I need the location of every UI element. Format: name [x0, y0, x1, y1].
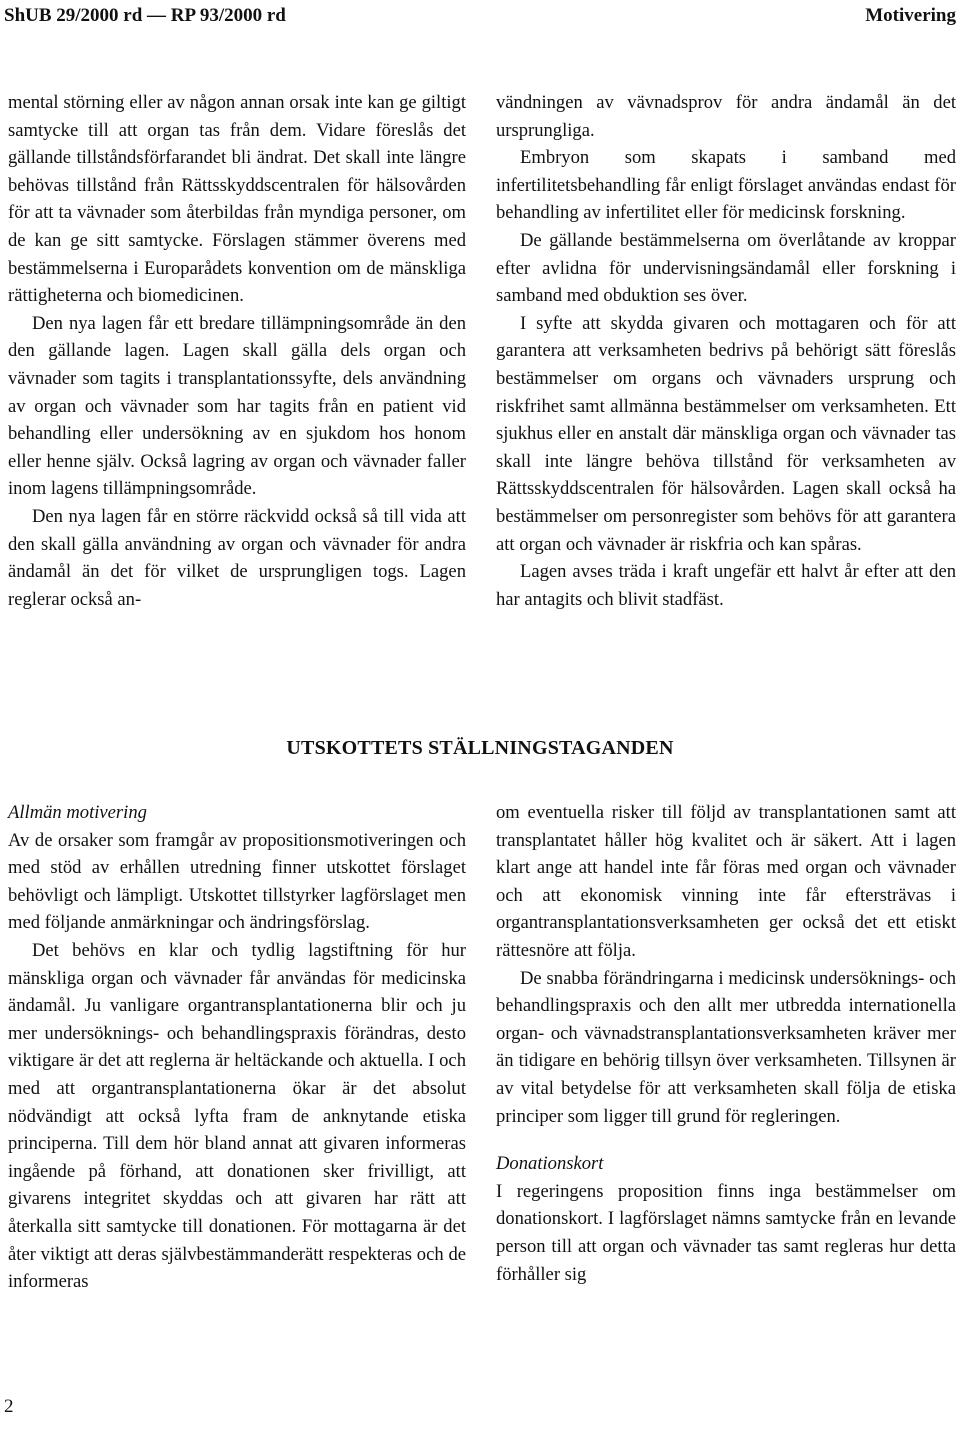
running-header [4, 3, 956, 29]
spacer [496, 1130, 956, 1150]
paragraph: om eventuella risker till följd av transplantationen samt att transplantatet håller hög kvalitet och är säkert. Att i lagen klart ange att handel inte får föras med organ och vävnader och att ekonomisk vinning inte får eftersträvas i organtransplantationsverksamheten ger också det ett etiskt rättesnöre att följa. [496, 802, 956, 961]
paragraph: I syfte att skydda givaren och mottagaren och för att garantera att verksamheten bedrivs på behörigt sätt föreslås bestämmelser om organs och vävnaders ursprung och riskfrihet samt allmänna bestämmelser om verksamheten. Ett sjukhus eller en anstalt där mänskliga organ och vävnader tas skall inte längre behöva tillstånd för verksamheten av Rättsskyddscentralen för hälsovården. Lagen skall också ha bestämmelser om personregister som behövs för att garantera att organ och vävnader är riskfria och kan spåras. [496, 312, 956, 555]
paragraph: Den nya lagen får ett bredare tillämpningsområde än den den gällande lagen. Lagen skall gälla dels organ och vävnader som tagits i transplantationssyfte, dels användning av organ och vävnader som har tagits från en patient vid behandling eller undersökning av en sjukdom hos honom eller henne själv. Också lagring av organ och vävnader faller inom lagens tillämpningsområde. [8, 312, 466, 500]
paragraph: De gällande bestämmelserna om överlåtande av kroppar efter avlidna för undervisningsändamål eller forskning i samband med obduktion ses över. [496, 229, 956, 307]
paragraph: Den nya lagen får en större räckvidd också så till vida att den skall gälla användning av organ och vävnader för andra ändamål än det för vilket de ursprungligen togs. Lagen reglerar också an- [8, 505, 466, 610]
bottom-left-column [8, 799, 466, 1296]
paragraph: Embryon som skapats i samband med infertilitetsbehandling får enligt förslaget användas endast för behandling av infertilitet eller för medicinsk forskning. [496, 147, 956, 224]
section-heading: UTSKOTTETS STÄLLNINGSTAGANDEN [286, 737, 674, 759]
document-reference: ShUB 29/2000 rd — RP 93/2000 rd [4, 5, 286, 26]
subheading: Allmän motivering [8, 802, 147, 823]
subheading: Donationskort [496, 1153, 604, 1175]
paragraph: De snabba förändringarna i medicinsk undersöknings- och behandlingspraxis och den allt mer utbredda internationella organ- och vävnadstransplantationsverksamheten kräver mer än tidigare en behörig tillsyn över verksamheten. Tillsynen är av vital betydelse för att verksamheten skall följa de etiska principer som ligger till grund för regleringen. [496, 967, 956, 1127]
bottom-right-column [496, 799, 956, 1288]
paragraph: mental störning eller av någon annan orsak inte kan ge giltigt samtycke till att organ tas från dem. Vidare föreslås det gällande tillståndsförfarandet bli ändrat. Det skall inte längre behövas tillstånd från Rättsskyddscentralen för hälsovården för att ta vävnader som återbildas från myndiga personer, om de kan ge sitt samtycke. Förslagen stämmer överens med bestämmelserna i Europarådets konvention om de mänskliga rättigheterna och biomedicinen. [8, 92, 466, 307]
section-label: Motivering [865, 5, 956, 26]
paragraph: Av de orsaker som framgår av propositionsmotiveringen och med stöd av erhållen utredning finner utskottet förslaget behövligt och lämpligt. Utskottet tillstyrker lagförslaget men med följande anmärkningar och ändringsförslag. [8, 829, 466, 934]
paragraph: vändningen av vävnadsprov för andra ändamål än det ursprungliga. [496, 92, 956, 141]
paragraph: Det behövs en klar och tydlig lagstiftning för hur mänskliga organ och vävnader får användas för medicinska ändamål. Ju vanligare organtransplantationerna blir och ju mer undersöknings- och behandlingspraxis förändras, desto viktigare är det att reglerna är heltäckande och aktuella. I och med att organtransplantationerna ökar är det absolut nödvändigt att också lyfta fram de anknytande etiska principerna. Till dem hör bland annat att givaren informeras ingående på förhand, att donationen sker frivilligt, att givarens integritet skyddas och att givaren har rätt att återkalla sitt samtycke till donationen. För mottagarna är det åter viktigt att deras självbestämmanderätt respekteras och de informeras [8, 939, 466, 1293]
page-number: 2 [4, 1396, 14, 1417]
top-right-column [496, 89, 956, 613]
paragraph: I regeringens proposition finns inga bestämmelser om donationskort. I lagförslaget nämns samtycke från en levande person till att organ och vävnader tas samt regleras hur detta förhåller sig [496, 1180, 956, 1285]
paragraph: Lagen avses träda i kraft ungefär ett halvt år efter att den har antagits och blivit stadfäst. [496, 561, 956, 610]
top-left-column [8, 89, 466, 613]
